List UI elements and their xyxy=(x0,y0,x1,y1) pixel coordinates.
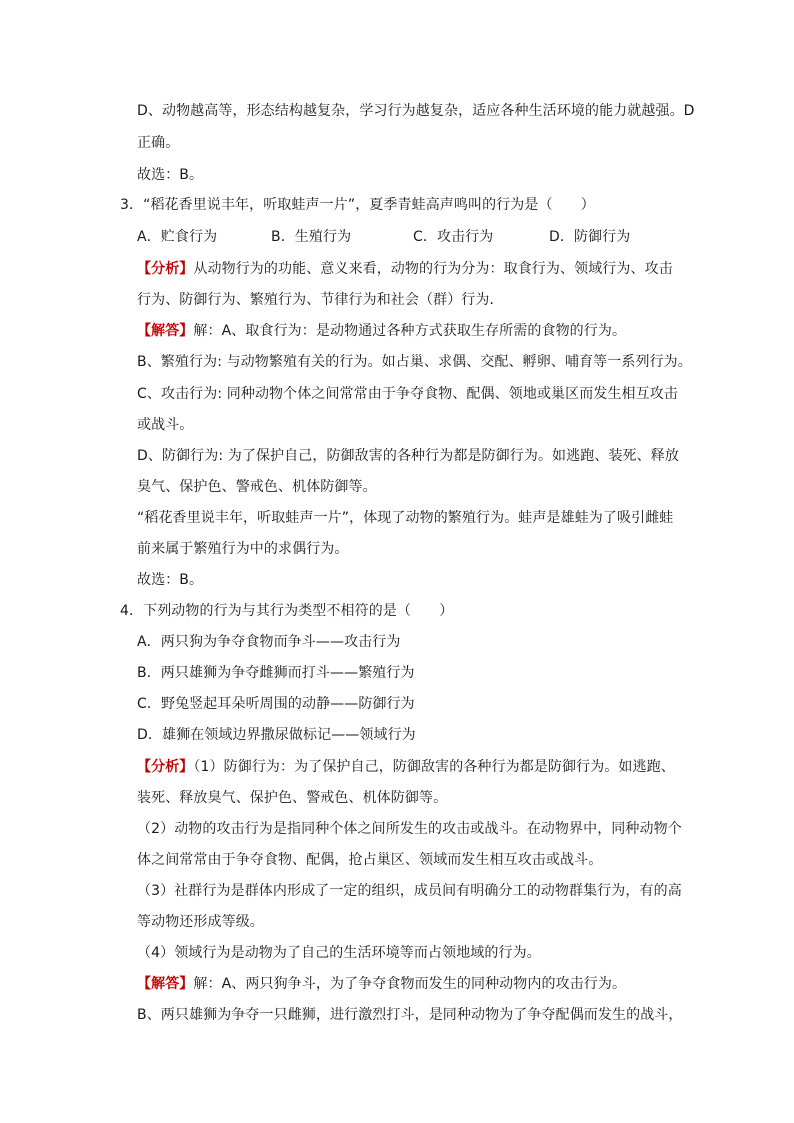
q4-answer-line-a xyxy=(137,974,626,994)
q3-answer-d1: D、防御行为: 为了保护自己，防御敌害的各种行为都是防御行为。如逃跑、装死、释放 xyxy=(137,448,679,464)
q3-stem: 3．“稻花香里说丰年，听取蛙声一片”，夏季青蛙高声鸣叫的行为是（ ） xyxy=(120,197,595,213)
q4-answer-tag: 【解答】 xyxy=(137,976,194,992)
q4-option-a: A．两只狗为争夺食物而争斗——攻击行为 xyxy=(137,634,401,650)
q3-answer-choice: 故选：B。 xyxy=(137,572,204,588)
q3-answer-b: B、繁殖行为: 与动物繁殖有关的行为。如占巢、求偶、交配、孵卵、哺育等一系列行为。 xyxy=(137,354,692,370)
q4-analysis-1b: 装死、释放臭气、保护色、警戒色、机体防御等。 xyxy=(137,790,448,806)
q3-answer-d2: 臭气、保护色、警戒色、机体防御等。 xyxy=(137,479,377,495)
q3-options xyxy=(137,227,630,247)
prev-option-d-line1: D、动物越高等，形态结构越复杂，学习行为越复杂，适应各种生活环境的能力就越强。D xyxy=(137,103,695,119)
q4-analysis-2b: 体之间常常由于争夺食物、配偶，抢占巢区、领域而发生相互攻击或战斗。 xyxy=(137,852,603,868)
q3-option-a: A．贮食行为 xyxy=(137,229,218,245)
q4-option-b: B．两只雄狮为争夺雌狮而打斗——繁殖行为 xyxy=(137,665,415,681)
q4-analysis-2a: （2）动物的攻击行为是指同种个体之间所发生的攻击或战斗。在动物界中，同种动物个 xyxy=(137,821,682,837)
q3-answer-c2: 或战斗。 xyxy=(137,417,194,433)
q3-analysis-text1: 从动物行为的功能、意义来看，动物的行为分为：取食行为、领域行为、攻击 xyxy=(193,261,673,277)
q3-answer-a: 解：A、取食行为：是动物通过各种方式获取生存所需的食物的行为。 xyxy=(193,323,627,339)
prev-answer-choice: 故选：B。 xyxy=(137,167,204,183)
q4-stem: 4．下列动物的行为与其行为类型不相符的是（ ） xyxy=(120,603,454,619)
q4-option-d: D．雄狮在领域边界撒尿做标记——领域行为 xyxy=(137,727,416,743)
q3-option-b: B．生殖行为 xyxy=(271,229,352,245)
q3-answer-line-a xyxy=(137,321,626,341)
q4-analysis-3a: （3）社群行为是群体内形成了一定的组织，成员间有明确分工的动物群集行为，有的高 xyxy=(137,883,682,899)
q4-analysis-3b: 等动物还形成等级。 xyxy=(137,914,264,930)
prev-option-d-line2: 正确。 xyxy=(137,135,180,151)
q3-analysis-tag: 【分析】 xyxy=(137,261,194,277)
q3-answer-e1: “稻花香里说丰年，听取蛙声一片”，体现了动物的繁殖行为。蛙声是雄蛙为了吸引雌蛙 xyxy=(137,510,674,526)
q4-analysis-4: （4）领域行为是动物为了自己的生活环境等而占领地域的行为。 xyxy=(137,945,541,961)
q4-analysis-tag: 【分析】 xyxy=(137,759,194,775)
q4-analysis-1a: （1）防御行为：为了保护自己，防御敌害的各种行为都是防御行为。如逃跑、 xyxy=(193,759,675,775)
q3-answer-c1: C、攻击行为: 同种动物个体之间常常由于争夺食物、配偶、领地或巢区而发生相互攻击 xyxy=(137,386,678,402)
q4-option-c: C．野兔竖起耳朵听周围的动静——防御行为 xyxy=(137,696,415,712)
q3-option-d: D．防御行为 xyxy=(549,229,631,245)
q4-analysis-line1 xyxy=(137,757,675,777)
q3-answer-tag: 【解答】 xyxy=(137,323,194,339)
q4-answer-b: B、两只雄狮为争夺一只雌狮，进行激烈打斗，是同种动物为了争夺配偶而发生的战斗， xyxy=(137,1007,683,1023)
q3-analysis-line1 xyxy=(137,259,673,279)
q3-analysis-line2: 行为、防御行为、繁殖行为、节律行为和社会（群）行为． xyxy=(137,292,504,308)
q3-answer-e2: 前来属于繁殖行为中的求偶行为。 xyxy=(137,541,349,557)
q4-answer-a: 解：A、两只狗争斗，为了争夺食物而发生的同种动物内的攻击行为。 xyxy=(193,976,627,992)
q3-option-c: C．攻击行为 xyxy=(413,229,494,245)
